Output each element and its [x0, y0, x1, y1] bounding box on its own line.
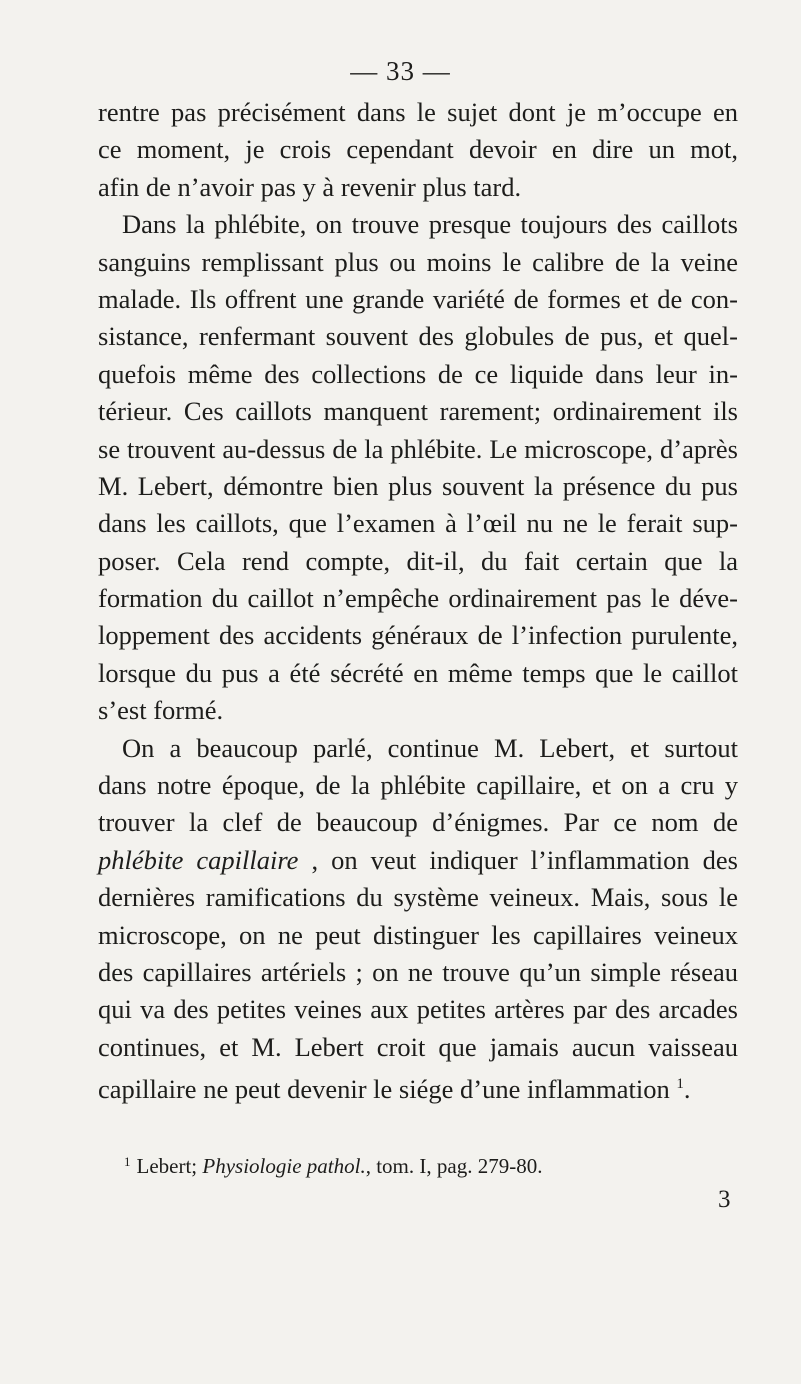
- text-fragment: .: [683, 1074, 691, 1105]
- text-line: continues, et M. Lebert croit que jamais aucun vaisseau: [98, 1031, 738, 1062]
- italic-term: phlébite capillaire: [98, 844, 299, 875]
- text-line: sistance, renfermant souvent des globules de pus, et quel-: [98, 321, 738, 352]
- text-line: formation du caillot n’empêche ordinairement pas le déve-: [98, 583, 738, 614]
- text-line: M. Lebert, démontre bien plus souvent la présence du pus: [98, 470, 738, 501]
- text-line: poser. Cela rend compte, dit-il, du fait certain que la: [98, 545, 738, 576]
- text-line: des capillaires artériels ; on ne trouve qu’un simple réseau: [98, 956, 738, 987]
- text-line: microscope, on ne peut distinguer les capillaires veineux: [98, 919, 738, 950]
- text-line: se trouvent au-dessus de la phlébite. Le microscope, d’après: [98, 433, 738, 464]
- footnote: [124, 1154, 542, 1179]
- text-line: qui va des petites veines aux petites artères par des arcades: [98, 994, 738, 1025]
- text-line: ce moment, je crois cependant devoir en dire un mot,: [98, 134, 738, 165]
- text-line: térieur. Ces caillots manquent rarement; ordinairement ils: [98, 396, 738, 427]
- body-text: [98, 94, 738, 1104]
- text-line: rentre pas précisément dans le sujet dont je m’occupe en: [98, 97, 738, 127]
- text-line: loppement des accidents généraux de l’infection purulente,: [98, 620, 738, 651]
- text-fragment: , on veut indiquer l’inflammation des: [298, 844, 738, 875]
- text-line: quefois même des collections de ce liquide dans leur in-: [98, 358, 738, 389]
- footnote-mark: 1: [124, 1154, 131, 1169]
- text-line: s’est formé.: [98, 695, 224, 726]
- text-line: trouver la clef de beaucoup d’énigmes. Par ce nom de: [98, 807, 738, 838]
- signature-mark: 3: [718, 1186, 731, 1213]
- text-line: dernières ramifications du système veineux. Mais, sous le: [98, 882, 738, 913]
- text-line-with-note: [98, 1066, 738, 1103]
- text-line: sanguins remplissant plus ou moins le calibre de la veine: [98, 246, 738, 277]
- text-line: dans les caillots, que l’examen à l’œil nu ne le ferait sup-: [98, 508, 738, 539]
- footnote-reference: 1: [676, 1076, 684, 1093]
- text-line-with-italic: [98, 842, 738, 879]
- text-line: On a beaucoup parlé, continue M. Lebert, et surtout: [122, 732, 738, 763]
- text-line: malade. Ils offrent une grande variété de formes et de con-: [98, 283, 738, 314]
- footnote-author: Lebert;: [136, 1154, 198, 1178]
- footnote-rest: , tom. I, pag. 279-80.: [365, 1154, 543, 1178]
- text-fragment: capillaire ne peut devenir le siége d’une inflammation: [98, 1074, 670, 1105]
- page-number: — 33 —: [350, 56, 451, 86]
- text-line: dans notre époque, de la phlébite capillaire, et on a cru y: [98, 770, 738, 801]
- text-line: Dans la phlébite, on trouve presque toujours des caillots: [122, 209, 738, 240]
- text-line: afin de n’avoir pas y à revenir plus tard.: [98, 171, 522, 202]
- footnote-title: Physiologie pathol.: [202, 1154, 366, 1178]
- text-line: lorsque du pus a été sécrété en même temps que le caillot: [98, 657, 738, 688]
